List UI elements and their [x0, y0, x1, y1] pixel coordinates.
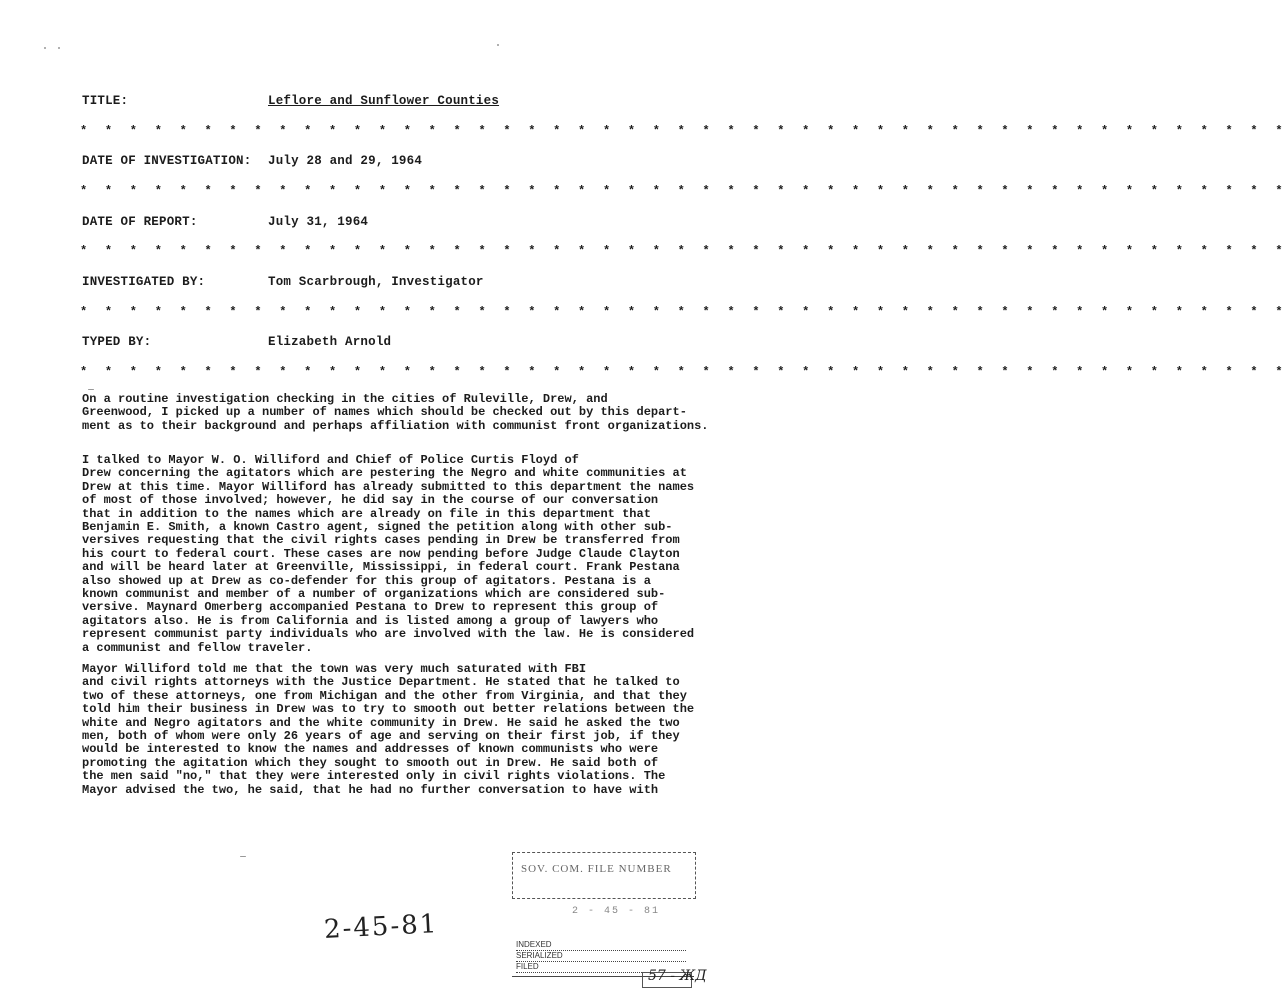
date-investigation-label: DATE OF INVESTIGATION:	[82, 154, 252, 168]
stamp-line1: SOV. COM. FILE NUMBER	[521, 863, 672, 875]
paragraph-3	[82, 663, 732, 797]
scan-speck	[497, 44, 499, 46]
scan-speck	[88, 389, 94, 390]
date-report-row	[82, 215, 369, 229]
title-row	[82, 94, 500, 108]
scan-speck	[44, 47, 46, 49]
stamp-field-serialized: SERIALIZED	[516, 951, 686, 962]
paragraph-2	[82, 454, 732, 655]
investigated-by-label: INVESTIGATED BY:	[82, 275, 206, 289]
stamp-field-indexed: INDEXED	[516, 940, 686, 951]
title-label: TITLE:	[82, 94, 129, 108]
paragraph-3-text: Mayor Williford told me that the town was very much saturated with FBI and civil rights attorneys with the Justice Department. He stated that he talked to two of these attorneys, one from Michigan and the other from Virginia, and that they told him their business in Drew was to try to smooth out better relations between the white and Negro agitators and the white community in Drew. He said he asked the two men, both of whom were only 26 years of age and serving on their first job, if they would be interested to know the names and addresses of known communists who were promoting the agitation which they sought to smooth out in Drew. He said both of the men said "no," that they were interested only in civil rights violations. The Mayor advised the two, he said, that he had no further conversation to have with	[82, 662, 695, 797]
paragraph-1	[82, 393, 732, 433]
handwritten-file-number: 2-45-81	[323, 909, 439, 945]
date-report-label: DATE OF REPORT:	[82, 215, 198, 229]
stamp-field-filed: FILED	[516, 962, 686, 973]
file-stamp	[512, 852, 696, 986]
paragraph-2-text: I talked to Mayor W. O. Williford and Chief of Police Curtis Floyd of Drew concerning the agitators which are pestering the Negro and white communities at Drew at this time. Mayor Williford has already submitted to this department the names of most of those involved; however, he did say in the course of our conversation that in addition to the names which are already on file in this department that Benjamin E. Smith, a known Castro agent, signed the petition along with other sub- versives requesting that the civil rights cases pending in Drew be transferred from his court to federal court. These cases are now pending before Judge Claude Clayton and will be heard later at Greenville, Mississippi, in federal court. Frank Pestana also showed up at Drew as co-defender for this group of agitators. Pestana is a known communist and member of a number of organizations which are considered sub- versive. Maynard Omerberg accompanied Pestana to Drew to represent this group of agitators also. He is from California and is listed among a group of lawyers who represent communist party individuals who are involved with the law. He is considered a communist and fellow traveler.	[82, 453, 695, 655]
date-investigation-row	[82, 154, 423, 168]
separator-line: * * * * * * * * * * * * * * * * * * * * * * * * * * * * * * * * * * * * * * * * * * * * * * * * *	[80, 184, 1288, 198]
stamp-line2: 2 - 45 - 81	[572, 906, 661, 917]
date-report-value: July 31, 1964	[268, 215, 369, 229]
investigated-by-row	[82, 275, 484, 289]
scan-speck	[58, 47, 60, 49]
separator-line: * * * * * * * * * * * * * * * * * * * * * * * * * * * * * * * * * * * * * * * * * * * * * * * * *	[80, 244, 1288, 258]
separator-line: * * * * * * * * * * * * * * * * * * * * * * * * * * * * * * * * * * * * * * * * * * * * * * * * *	[80, 124, 1288, 138]
typed-by-row	[82, 335, 392, 349]
separator-line: * * * * * * * * * * * * * * * * * * * * * * * * * * * * * * * * * * * * * * * * * * * * * * * * *	[80, 365, 1288, 379]
typed-by-label: TYPED BY:	[82, 335, 152, 349]
scan-speck	[240, 856, 246, 857]
separator-line: * * * * * * * * * * * * * * * * * * * * * * * * * * * * * * * * * * * * * * * * * * * * * * * * *	[80, 305, 1288, 319]
investigated-by-value: Tom Scarbrough, Investigator	[268, 275, 484, 289]
paragraph-1-text: On a routine investigation checking in the cities of Ruleville, Drew, and Greenwood, I picked up a number of names which should be checked out by this depart- ment as to their background and perhaps affiliation with communist front organizations.	[82, 392, 709, 433]
stamp-box	[512, 852, 696, 899]
typed-by-value: Elizabeth Arnold	[268, 335, 392, 349]
date-investigation-value: July 28 and 29, 1964	[268, 154, 423, 168]
handwritten-initials: 57 - ЖД	[648, 968, 707, 984]
title-value: Leflore and Sunflower Counties	[268, 94, 500, 108]
